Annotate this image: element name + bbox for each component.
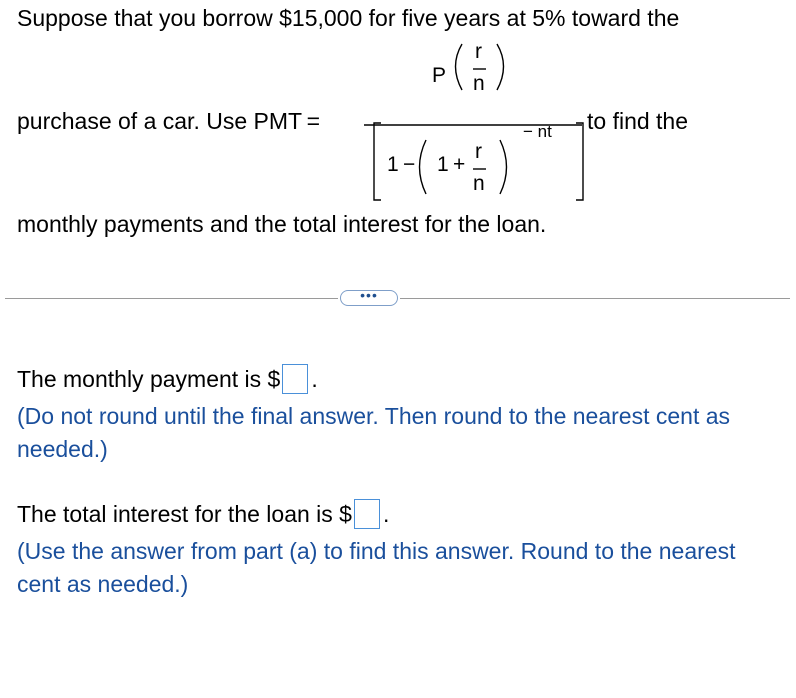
part-b-hint: (Use the answer from part (a) to find this answer. Round to the nearest cent as needed.) xyxy=(17,538,736,597)
pmt-formula xyxy=(360,30,590,205)
inner-left-paren xyxy=(420,140,427,194)
monthly-payment-input[interactable] xyxy=(282,364,308,394)
numerator-left-paren xyxy=(456,44,463,90)
question-line-2-suffix: to find the xyxy=(587,108,689,134)
total-interest-input[interactable] xyxy=(354,499,380,529)
part-a-line xyxy=(17,365,318,396)
part-b-line xyxy=(17,500,389,531)
part-a-prefix: The monthly payment is $ xyxy=(17,366,281,392)
part-b-prefix: The total interest for the loan is $ xyxy=(17,501,352,527)
part-b-suffix: . xyxy=(382,501,390,527)
more-button[interactable]: ••• xyxy=(340,290,398,306)
part-a-hint: (Do not round until the final answer. Then round to the nearest cent as needed.) xyxy=(17,403,731,462)
formula-inner-n: n xyxy=(473,172,485,195)
formula-plus: + xyxy=(453,153,466,176)
question-line-1: Suppose that you borrow $15,000 for five years at 5% toward the xyxy=(17,5,680,31)
formula-principal: P xyxy=(432,64,447,87)
separator-left xyxy=(5,298,338,299)
formula-inner-r: r xyxy=(475,140,482,163)
separator-right xyxy=(400,298,790,299)
numerator-right-paren xyxy=(497,44,504,90)
formula-numerator-r: r xyxy=(475,40,482,63)
formula-one: 1 xyxy=(387,153,399,176)
formula-exponent: − nt xyxy=(523,122,552,141)
formula-numerator-n: n xyxy=(473,72,485,95)
inner-right-paren xyxy=(500,140,507,194)
denominator-right-bracket xyxy=(576,123,583,200)
part-a-suffix: . xyxy=(311,366,318,392)
formula-inner-one: 1 xyxy=(437,153,449,176)
formula-minus: − xyxy=(403,153,416,176)
question-line-2-prefix: purchase of a car. Use PMT = xyxy=(17,108,321,134)
denominator-left-bracket xyxy=(374,123,381,200)
question-line-3: monthly payments and the total interest for the loan. xyxy=(17,211,547,237)
